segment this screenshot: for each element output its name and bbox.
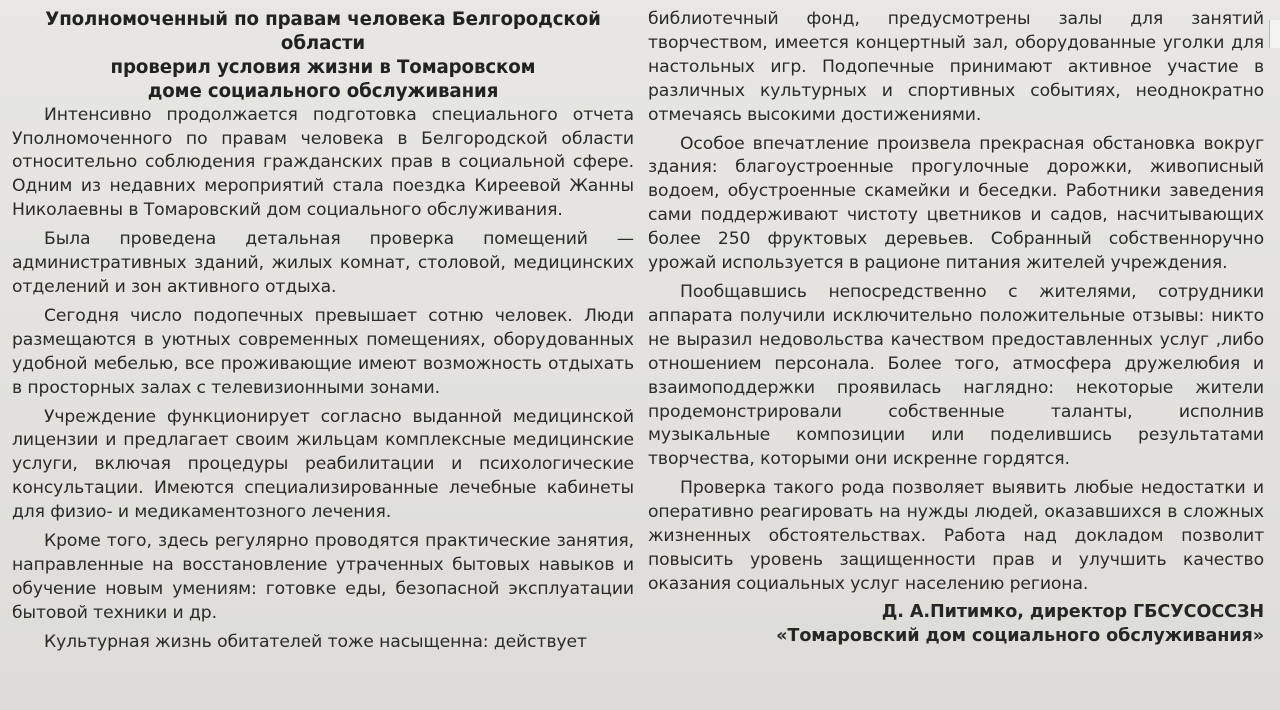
article-headline — [12, 8, 634, 104]
article-paragraph: Особое впечатление произвела прекрасная обстановка вокруг здания: благоустроенные прогулочные дорожки, живописный водоем, обустроенные скамейки и беседки. Работники заведения сами поддерживают чистоту цветников и садов, насчитывающих более 250 фруктовых деревьев. Собранный собственноручно урожай используется в рационе питания жителей учреждения. — [648, 133, 1264, 274]
page-edge-scrap — [1269, 20, 1280, 48]
article-signature — [648, 601, 1264, 649]
signature-organization: «Томаровский дом социального обслуживания» — [776, 625, 1264, 646]
article-paragraph: Кроме того, здесь регулярно проводятся практические занятия, направленные на восстановление утраченных бытовых навыков и обучение новым умениям: готовке еды, безопасной эксплуатации бытовой техники и др. — [12, 531, 634, 623]
headline-line: Уполномоченный по правам человека Белгородской области — [45, 9, 601, 54]
article-paragraph-continuation: библиотечный фонд, предусмотрены залы для занятий творчеством, имеется концертный зал, оборудованные уголки для настольных игр. Подопечные принимают активное участие в различных культурных и спортивных событиях, неоднократно отмечаясь высокими достижениями. — [648, 9, 1264, 125]
headline-line: доме социального обслуживания — [147, 80, 499, 102]
signature-author: Д. А.Питимко, директор ГБСУСОССЗН — [881, 601, 1264, 622]
article-paragraph: Интенсивно продолжается подготовка специального отчета Уполномоченного по правам человека в Белгородской области относительно соблюдения гражданских прав в социальной сфере. Одним из недавних мероприятий стала поездка Киреевой Жанны Николаевны в Томаровский дом социального обслуживания. — [12, 104, 634, 221]
right-column — [648, 8, 1264, 649]
article-paragraph: Учреждение функционирует согласно выданной медицинской лицензии и предлагает своим жильцам комплексные медицинские услуги, включая процедуры реабилитации и психологические консультации. Имеются специализированные лечебные кабинеты для физио- и медикаментозного лечения. — [12, 406, 634, 523]
article-paragraph: Была проведена детальная проверка помещений — административных зданий, жилых комнат, столовой, медицинских отделений и зон активного отдыха. — [12, 229, 634, 297]
article-paragraph: Сегодня число подопечных превышает сотню человек. Люди размещаются в уютных современных помещениях, оборудованных удобной мебелью, все проживающие имеют возможность отдыхать в просторных залах с телевизионными зонами. — [12, 305, 634, 398]
article-paragraph: Пообщавшись непосредственно с жителями, сотрудники аппарата получили исключительно положительные отзывы: никто не выразил недовольства качеством предоставленных услуг ,либо отношением персонала. Более того, атмосфера дружелюбия и взаимоподдержки проявилась наглядно: некоторые жители продемонстрировали собственные таланты, исполнив музыкальные композиции или поделившись результатами творчества, которыми они искренне гордятся. — [648, 281, 1264, 470]
left-column — [12, 8, 634, 655]
article-paragraph: Культурная жизнь обитателей тоже насыщенна: действует — [44, 631, 587, 652]
headline-line: проверил условия жизни в Томаровском — [110, 56, 536, 78]
article-paragraph: Проверка такого рода позволяет выявить любые недостатки и оперативно реагировать на нужды людей, оказавшихся в сложных жизненных обстоятельствах. Работа над докладом позволит повысить уровень защищенности прав и улучшить качество оказания социальных услуг населению региона. — [648, 478, 1264, 594]
